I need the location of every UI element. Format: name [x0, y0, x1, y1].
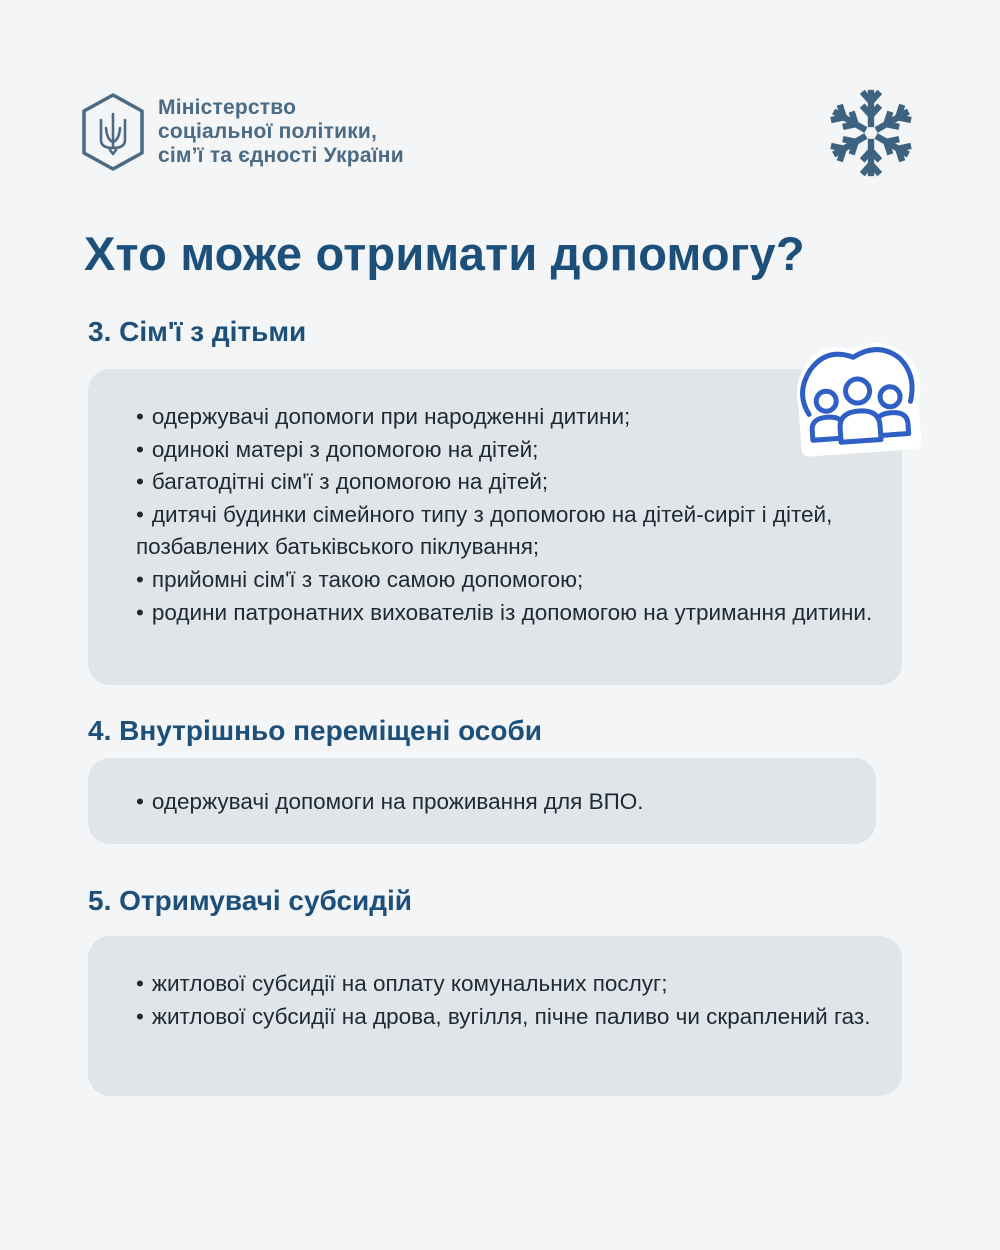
- trident-emblem-icon: [80, 92, 146, 172]
- list-item: [136, 499, 874, 564]
- list-item: [136, 466, 874, 499]
- list-item-text: прийомні сім'ї з такою самою допомогою;: [151, 566, 584, 592]
- section-heading-subsidies: 5. Отримувачі субсидій: [88, 885, 413, 916]
- bullet: •: [136, 469, 144, 495]
- list-item-text: житлової субсидії на оплату комунальних послуг;: [151, 971, 668, 996]
- bullet: •: [136, 789, 144, 814]
- list-item-text: одинокі матері з допомогою на дітей;: [151, 436, 539, 462]
- ministry-name-line-3: сім’ї та єдності України: [158, 144, 404, 167]
- list-item-text: родини патронатних вихователів із допомогою на утримання дитини.: [151, 599, 873, 625]
- list-item: [136, 1001, 874, 1034]
- list-item: [136, 786, 848, 819]
- list-item: [136, 434, 874, 467]
- ministry-name-line-1: Міністерство: [158, 96, 297, 119]
- list-item-text: одержувачі допомоги при народженні дитини;: [151, 404, 631, 429]
- list-item-text: житлової субсидії на дрова, вугілля, пічне паливо чи скраплений газ.: [151, 1003, 871, 1029]
- card-families: [88, 369, 902, 685]
- section-heading-idp: 4. Внутрішньо переміщені особи: [88, 715, 542, 746]
- ministry-name-line-2: соціальної політики,: [158, 120, 378, 143]
- family-icon: [786, 335, 930, 459]
- list-subsidies: [136, 968, 874, 1033]
- list-item-text: багатодітні сім'ї з допомогою на дітей;: [151, 469, 549, 495]
- list-item: [136, 968, 874, 1001]
- bullet: •: [136, 1003, 144, 1029]
- ministry-header: [80, 92, 404, 172]
- bullet: •: [136, 599, 144, 625]
- list-item: [136, 564, 874, 597]
- bullet: •: [136, 436, 144, 462]
- list-item-text: одержувачі допомоги на проживання для ВПО.: [151, 789, 644, 814]
- page-title: Хто може отримати допомогу?: [84, 227, 805, 280]
- section-heading-families: 3. Сім'ї з дітьми: [88, 316, 307, 347]
- bullet: •: [136, 501, 144, 527]
- ministry-name: [158, 96, 404, 168]
- list-item: [136, 597, 874, 630]
- list-idp: [136, 786, 848, 819]
- bullet: •: [136, 404, 144, 429]
- bullet: •: [136, 566, 144, 592]
- card-subsidies: [88, 936, 902, 1096]
- list-families: [136, 401, 874, 629]
- bullet: •: [136, 971, 144, 996]
- list-item: [136, 401, 874, 434]
- snowflake-arrows-logo-icon: [822, 84, 920, 182]
- card-idp: [88, 758, 876, 844]
- list-item-text: дитячі будинки сімейного типу з допомогою на дітей-сиріт і дітей, позбавлених батьківського піклування;: [136, 501, 833, 560]
